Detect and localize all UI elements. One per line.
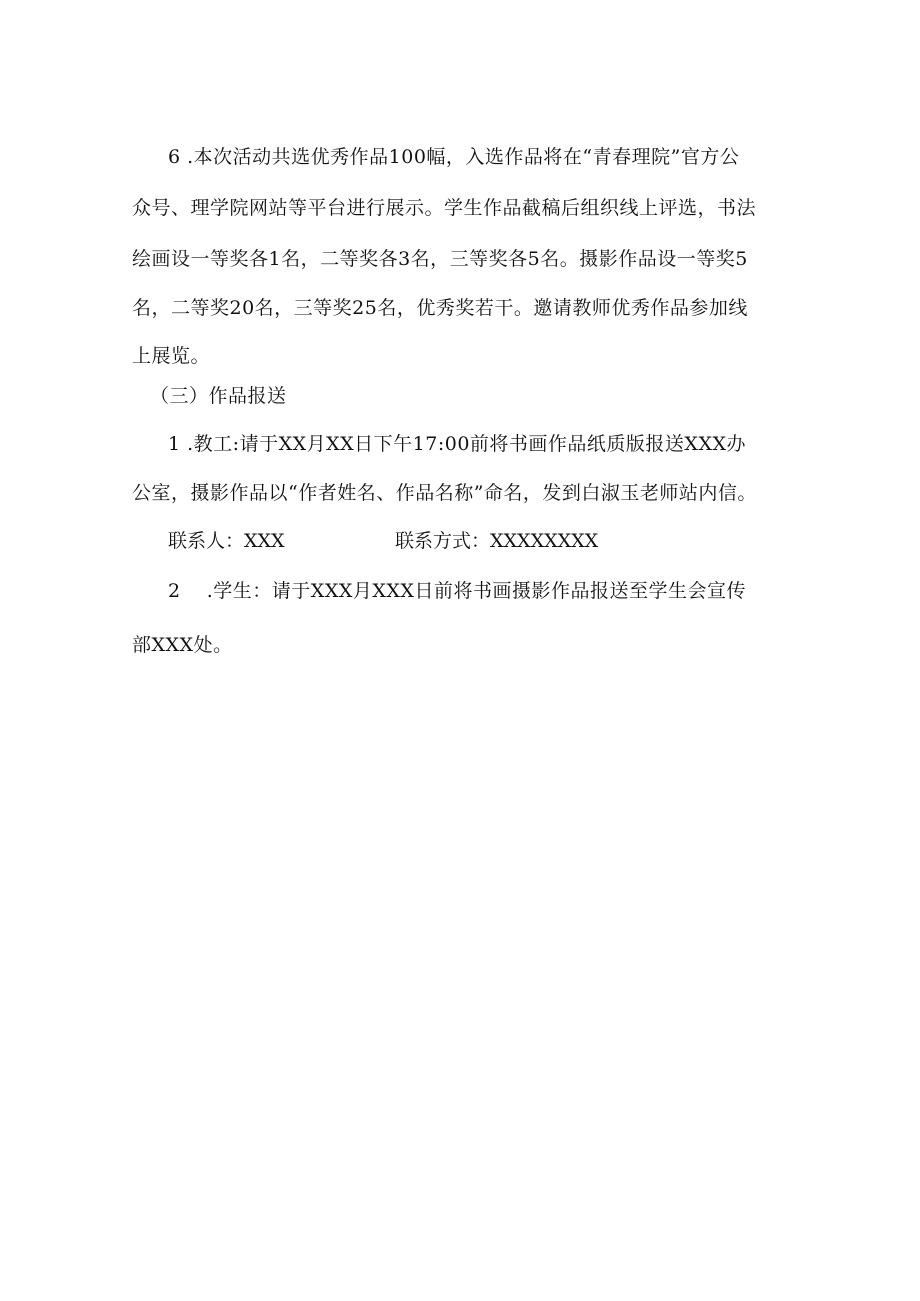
section-3-heading: （三）作品报送: [150, 385, 287, 407]
item-6-line-2: 众号、理学院网站等平台进行展示。学生作品截稿后组织线上评选，书法: [132, 197, 757, 219]
student-line-2: 部XXX处。: [132, 634, 233, 656]
contact-method: 联系方式：XXXXXXXX: [395, 530, 599, 552]
contact-person: 联系人：XXX: [168, 530, 285, 552]
item-6-line-1: 6 .本次活动共选优秀作品100幅，入选作品将在“青春理院”官方公: [168, 146, 740, 168]
teacher-line-2: 公室，摄影作品以“作者姓名、作品名称”命名，发到白淑玉老师站内信。: [132, 482, 757, 504]
student-line-1: 2 .学生：请于XXX月XXX日前将书画摄影作品报送至学生会宣传: [168, 580, 746, 602]
item-6-line-4: 名，二等奖20名，三等奖25名，优秀奖若干。邀请教师优秀作品参加线: [132, 297, 748, 319]
teacher-line-1: 1 .教工:请于XX月XX日下午17:00前将书画作品纸质版报送XXX办: [168, 433, 747, 455]
item-6-line-5: 上展览。: [132, 345, 211, 367]
item-6-line-3: 绘画设一等奖各1名，二等奖各3名，三等奖各5名。摄影作品设一等奖5: [132, 248, 748, 270]
